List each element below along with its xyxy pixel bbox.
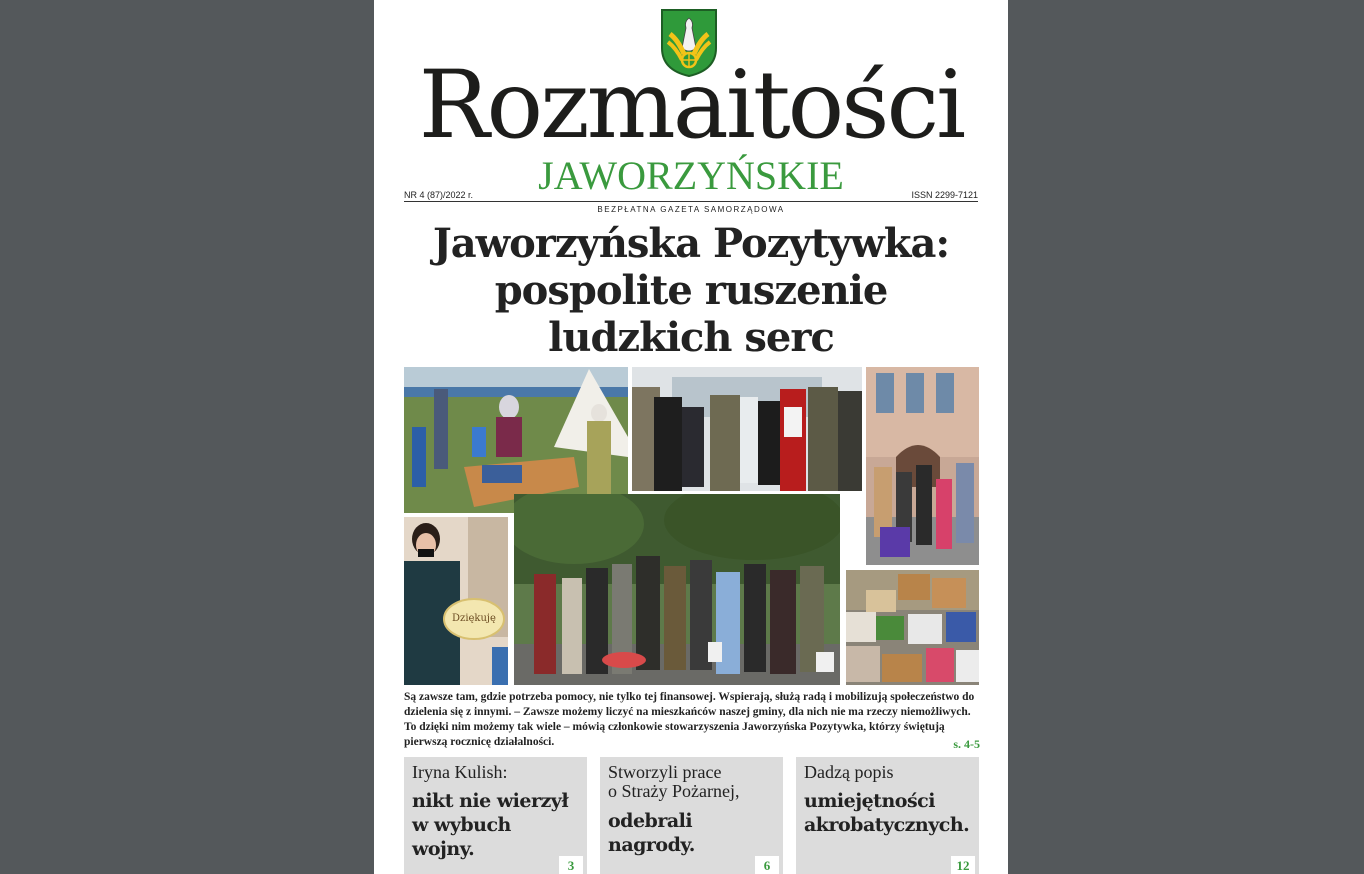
issue-number: NR 4 (87)/2022 r.: [404, 190, 474, 200]
headline-line-2: pospolite ruszenie: [494, 267, 888, 314]
photo-building-group: [866, 367, 979, 565]
teaser-1-title-line: wojny.: [412, 838, 475, 860]
teaser-1-page-number: 3: [559, 856, 583, 874]
teaser-1-title-line: w wybuch: [412, 814, 511, 836]
lead-paragraph: Są zawsze tam, gdzie potrzeba pomocy, nie tylko tej finansowej. Wspierają, służą radą i mobilizują społeczeństwo do dzielenia się z innymi. – Zawsze możemy liczyć na mieszkańców naszej gminy, dla nich nie ma rzeczy niemożliwych. To dzięki nim możemy tak wiele – mówią członkowie stowarzyszenia Jaworzyńska Pozytywka, którzy świętują pierwszą rocznicę działalności.: [404, 691, 975, 748]
teaser-box-2[interactable]: [600, 757, 783, 874]
masthead-title: Rozmaitości: [418, 51, 964, 160]
lead-page-reference: s. 4-5: [953, 737, 980, 751]
newspaper-page: [374, 0, 1008, 874]
issn-number: ISSN 2299-7121: [911, 190, 978, 200]
teaser-3-title-line: akrobatycznych.: [804, 814, 970, 836]
photo-soldiers-santa: [632, 367, 862, 491]
photo-memorial-group: [514, 494, 840, 685]
teaser-3-title-line: umiejętności: [804, 790, 935, 812]
teaser-2-kicker-line: Stworzyli prace: [608, 762, 722, 782]
photo-girl-cake: [404, 517, 508, 685]
photo-outdoor-event: [404, 367, 628, 513]
headline-line-3: ludzkich serc: [548, 314, 834, 361]
teaser-3-title: [804, 789, 974, 837]
masthead-rule: [404, 201, 978, 202]
photo-donations: [846, 570, 979, 685]
teaser-1-title-line: nikt nie wierzył: [412, 790, 569, 812]
teaser-2-kicker-line: o Straży Pożarnej,: [608, 781, 740, 801]
teaser-1-title: [412, 789, 582, 861]
teaser-2-title-line: nagrody.: [608, 834, 695, 856]
teaser-3-page-number: 12: [951, 856, 975, 874]
tagline: BEZPŁATNA GAZETA SAMORZĄDOWA: [597, 205, 785, 214]
cake-text: Dziękuję: [452, 613, 496, 624]
teaser-1-kicker: Iryna Kulish:: [412, 762, 508, 782]
masthead-subtitle: JAWORZYŃSKIE: [538, 153, 844, 198]
teaser-2-title: [608, 809, 778, 857]
teaser-2-page-number: 6: [755, 856, 779, 874]
main-headline: [394, 220, 988, 361]
teaser-box-1[interactable]: [404, 757, 587, 874]
teaser-2-kicker: [608, 763, 778, 801]
headline-line-1: Jaworzyńska Pozytywka:: [432, 220, 950, 267]
teaser-box-3[interactable]: [796, 757, 979, 874]
teaser-2-title-line: odebrali: [608, 810, 693, 832]
teaser-3-kicker: Dadzą popis: [804, 762, 894, 782]
